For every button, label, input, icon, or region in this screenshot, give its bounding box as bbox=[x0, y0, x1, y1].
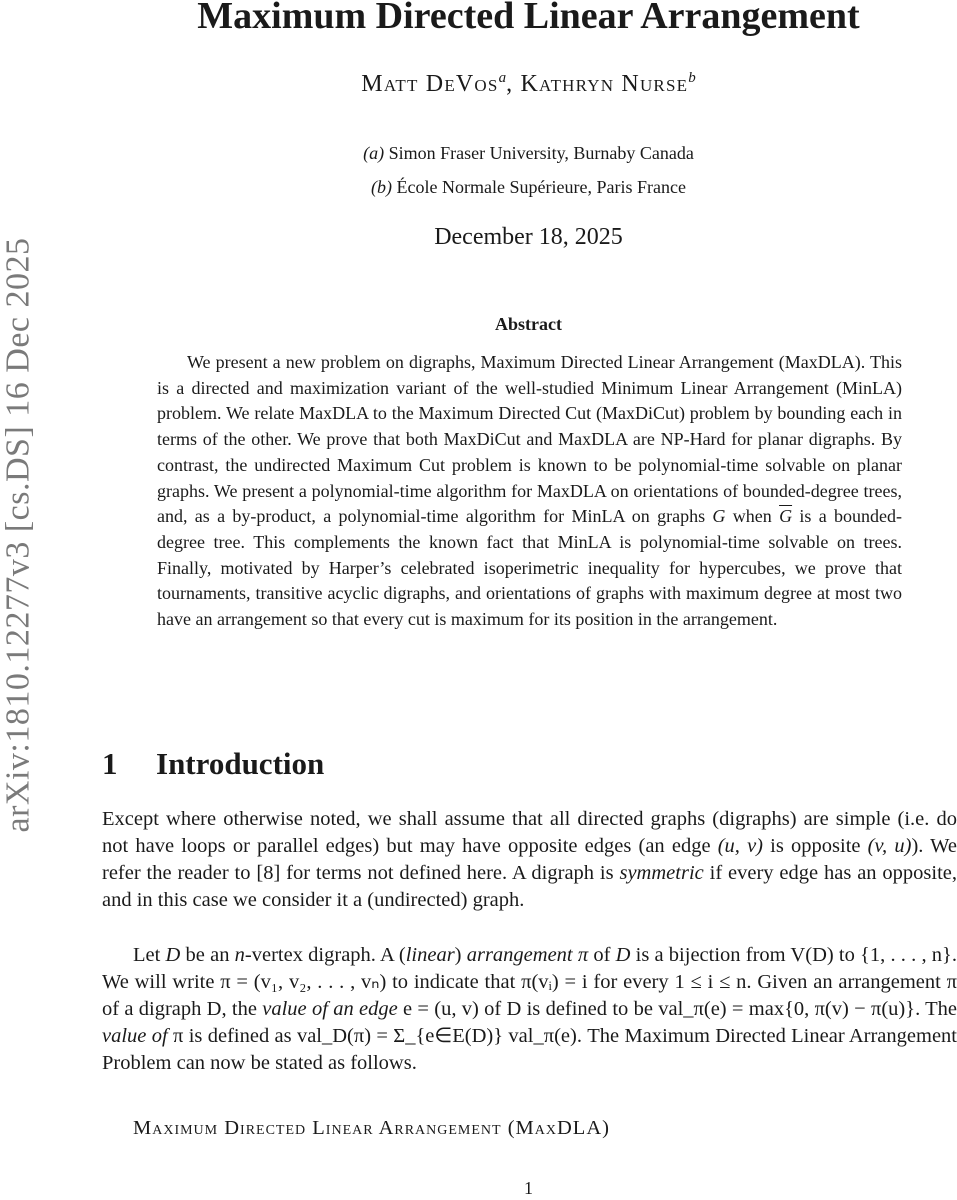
affiliation-text: Simon Fraser University, Burnaby Canada bbox=[388, 143, 694, 163]
text-run: Except where otherwise noted, we shall assume that all directed graphs (digraphs) are simple (i.e. do not have loops or parallel edges) but may have opposite edges (an edge bbox=[102, 808, 957, 857]
arxiv-identifier-stamp bbox=[0, 205, 38, 865]
problem-heading: Maximum Directed Linear Arrangement (MaxDLA) bbox=[133, 1117, 610, 1139]
author-name: Kathryn Nurse bbox=[520, 71, 689, 97]
section-number: 1 bbox=[102, 746, 118, 781]
abstract-text: is a bounded-degree tree. This complements the known fact that MinLA is polynomial-time solvable on trees. Finally, motivated by Harper’s celebrated isoperimetric inequality for hypercubes, we prove that tournaments, transitive acyclic digraphs, and orientations of graphs with maximum degree at most two have an arrangement so that every cut is maximum for its position in the arrangement. bbox=[157, 506, 903, 630]
affiliation-text: École Normale Supérieure, Paris France bbox=[396, 177, 686, 197]
math-var: G bbox=[712, 506, 726, 527]
abstract-heading: Abstract bbox=[495, 314, 562, 334]
math-run: n bbox=[234, 944, 245, 966]
intro-paragraph-1 bbox=[102, 806, 957, 914]
math-run: D bbox=[615, 944, 631, 966]
math-var-complement: $\overline{G}$ bbox=[779, 506, 793, 527]
affiliation-label: (b) bbox=[371, 177, 393, 197]
text-run: if every edge has an opposite, and in this case we consider it a (undirected) graph. bbox=[102, 862, 957, 911]
emphasis-run: symmetric bbox=[619, 862, 704, 884]
author-affiliation-mark: a bbox=[498, 70, 507, 86]
author-list: Matt DeVos$^a$, Kathryn Nurse$^b$ bbox=[361, 70, 696, 97]
math-run: D bbox=[165, 944, 181, 966]
text-run: is a bijection from V(D) to {1, . . . , n}. We will write π = (v₁, v₂, . . . , vₙ) to indicate that π(vᵢ) = i for every 1 ≤ i ≤ n. Given an arrangement π of a digraph D, the bbox=[102, 944, 957, 1020]
abstract-text: when bbox=[725, 506, 780, 527]
math-run: (u, v) bbox=[717, 835, 764, 857]
intro-paragraph-2 bbox=[102, 942, 957, 1077]
text-run: π is defined as val_D(π) = Σ_{e∈E(D)} val_π(e). The Maximum Directed Linear Arrangement Problem can now be stated as follows. bbox=[102, 1025, 957, 1074]
section-heading bbox=[102, 746, 324, 782]
author-affiliation-mark: b bbox=[688, 70, 696, 86]
abstract-text: We present a new problem on digraphs, Maximum Directed Linear Arrangement (MaxDLA). This is a directed and maximization variant of the well-studied Minimum Linear Arrangement (MinLA) problem. We relate MaxDLA to the Maximum Directed Cut (MaxDiCut) problem by bounding each in terms of the other. We prove that both MaxDiCut and MaxDLA are NP-Hard for planar digraphs. By contrast, the undirected Maximum Cut problem is known to be polynomial-time solvable on planar graphs. We present a polynomial-time algorithm for MaxDLA on orientations of bounded-degree trees, and, as a by-product, a polynomial-time algorithm for MinLA on graphs bbox=[157, 352, 902, 527]
math-run: (v, u) bbox=[867, 835, 912, 857]
abstract-body bbox=[157, 350, 902, 633]
section-title: Introduction bbox=[156, 746, 325, 781]
page-number: 1 bbox=[524, 1178, 533, 1198]
text-run: -vertex digraph. A ( bbox=[244, 944, 406, 966]
affiliation-label: (a) bbox=[363, 143, 385, 163]
paper-title: Maximum Directed Linear Arrangement bbox=[197, 0, 860, 37]
text-run: of bbox=[588, 944, 616, 966]
affiliation-b bbox=[100, 177, 957, 198]
publication-date: December 18, 2025 bbox=[434, 224, 623, 250]
text-run: ) bbox=[454, 944, 467, 966]
text-run: e = (u, v) of D is defined to be val_π(e) = max{0, π(v) − π(u)}. The bbox=[397, 998, 957, 1020]
emphasis-run: value of an edge bbox=[262, 998, 398, 1020]
text-run: ). We refer the reader to [8] for terms not defined here. A digraph is bbox=[102, 835, 957, 884]
emphasis-run: linear bbox=[405, 944, 455, 966]
text-run: is opposite bbox=[763, 835, 868, 857]
arxiv-identifier-text: arXiv:1810.12277v3 [cs.DS] 16 Dec 2025 bbox=[0, 237, 37, 833]
author-name: Matt DeVos bbox=[361, 71, 499, 97]
emphasis-run: value of bbox=[102, 1025, 168, 1047]
emphasis-run: arrangement π bbox=[466, 944, 589, 966]
text-run: be an bbox=[180, 944, 235, 966]
affiliation-a bbox=[100, 143, 957, 164]
text-run: Let bbox=[133, 944, 166, 966]
